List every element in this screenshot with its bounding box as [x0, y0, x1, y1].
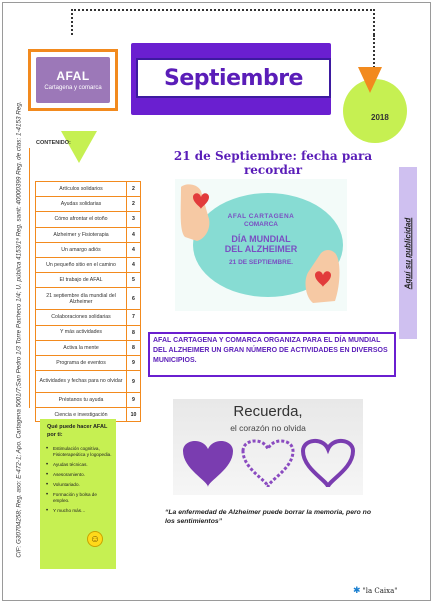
smiley-icon: ☺ — [87, 531, 103, 547]
caixa-star-icon: ✱ — [353, 585, 361, 595]
afal-logo — [28, 49, 118, 111]
month-box — [136, 58, 331, 98]
toc-row[interactable]: 21 septiembre día mundial del Alzheimer 6 — [35, 287, 141, 309]
legal-side-text: CIF: G30704258; Reg. aso: E-472-1; Apo. Cartagena 5001/7;San Pedro 1/3 Torre Pacheco 1/4; U. pública 4153/1ª Reg. sanit: 40000399 Reg. de ctas: 1-4153 Reg. — [15, 100, 23, 558]
toc-row[interactable]: Un pequeño sitio en el camino 4 — [35, 257, 141, 272]
list-item: • Formación y bolsa de empleo. — [45, 492, 113, 504]
quote-text: “La enfermedad de Alzheimer puede borrar la memoria, pero no los sentimientos” — [165, 509, 371, 526]
list-item: • Asesoramiento. — [45, 472, 113, 478]
toc-row[interactable]: Artículos solidarios 2 — [35, 181, 141, 196]
logo-title: AFAL — [56, 69, 90, 83]
sponsor-logo — [353, 585, 398, 596]
toc-row[interactable]: Ayudas solidarias 2 — [35, 196, 141, 211]
toc-row[interactable]: Colaboraciones solidarias 7 — [35, 309, 141, 324]
toc-row[interactable]: Ciencia e investigación 10 — [35, 407, 141, 422]
decor-triangle — [358, 67, 382, 93]
toc-row[interactable]: Préstanos tu ayuda 9 — [35, 392, 141, 407]
dotted-connector — [71, 9, 375, 35]
recuerda-image — [173, 399, 363, 495]
sponsor-name: "la Caixa" — [362, 586, 398, 595]
list-item: • Voluntariado. — [45, 482, 113, 488]
issue-year: 2018 — [371, 113, 389, 122]
services-list — [45, 446, 113, 518]
toc-row[interactable]: Activa la mente 8 — [35, 340, 141, 355]
decor-line — [29, 148, 33, 408]
alzheimer-image-text: AFAL CARTAGENA COMARCA DÍA MUNDIAL DEL ALZHEIMER 21 DE SEPTIEMBRE. — [224, 213, 298, 266]
list-item: • Y mucho más… — [45, 508, 113, 514]
toc-row[interactable]: Alzheimer y Fisioterapia 4 — [35, 227, 141, 242]
toc-row[interactable]: Programa de eventos 9 — [35, 355, 141, 370]
toc-row[interactable]: Un amargo adiós 4 — [35, 242, 141, 257]
services-heading: Qué puede hacer AFAL por ti: — [47, 424, 108, 438]
article-headline: 21 de Septiembre: fecha para recordar — [173, 149, 373, 178]
announcement-box: AFAL CARTAGENA Y COMARCA ORGANIZA PARA EL DÍA MUNDIAL DEL ALZHEIMER UN GRAN NÚMERO DE ACTIVIDADES EN DIVERSOS MUNICIPIOS. — [148, 332, 396, 377]
list-item: • Ayudas técnicas. — [45, 462, 113, 468]
heart-icon — [183, 441, 233, 487]
recuerda-title: Recuerda, — [233, 403, 303, 420]
list-item: • Estimulación cognitiva, Fisioterapeútica y logopedia. — [45, 446, 113, 458]
alzheimer-day-image — [175, 179, 347, 311]
toc-row[interactable]: Cómo afrontar el otoño 3 — [35, 211, 141, 226]
table-of-contents — [35, 181, 141, 422]
toc-row[interactable]: Y más actividades 8 — [35, 325, 141, 340]
ad-link[interactable]: Aquí su publicidad — [403, 217, 413, 289]
heart-icon — [303, 441, 353, 487]
toc-row[interactable]: Actividades y fechas para no olvidar 9 — [35, 370, 141, 392]
newsletter-page — [2, 2, 431, 601]
month-title: Septiembre — [164, 65, 303, 91]
contents-label: CONTENIDO: — [36, 140, 71, 146]
decor-triangle — [61, 131, 97, 163]
heart-icon — [243, 441, 293, 487]
toc-row[interactable]: El trabajo de AFAL 5 — [35, 272, 141, 287]
hearts-graphic — [173, 399, 363, 495]
logo-subtitle: Cartagena y comarca — [44, 85, 102, 91]
recuerda-subtitle: el corazón no olvida — [230, 423, 306, 433]
